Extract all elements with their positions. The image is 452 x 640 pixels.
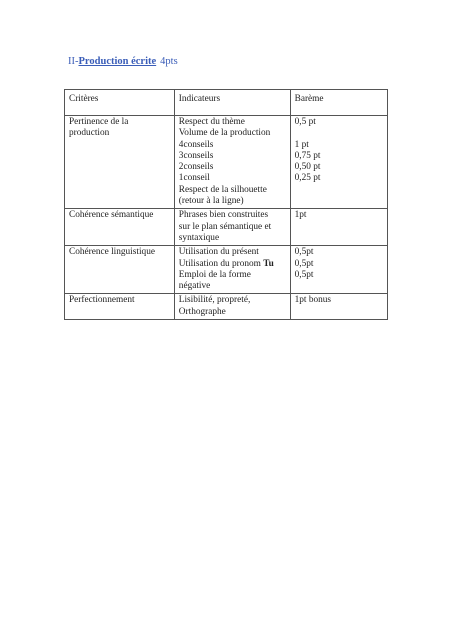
- table-row: [65, 246, 388, 294]
- indicateur-line: Orthographe: [178, 306, 226, 317]
- table-row: [65, 116, 388, 209]
- critere-line: production: [69, 128, 110, 139]
- critere-cell: [65, 246, 175, 294]
- bareme-line: 0,25 pt: [294, 173, 321, 184]
- indicateur-line: sur le plan sémantique et: [178, 221, 272, 232]
- header-bareme: Barème: [290, 90, 387, 116]
- critere-cell: [65, 294, 175, 320]
- bareme-line: 0,5 pt: [294, 117, 316, 127]
- indicateurs-cell: [174, 116, 290, 209]
- section-title: Production écrite: [78, 56, 157, 67]
- indicateur-bold-word: Tu: [263, 258, 274, 269]
- indicateur-line: Respect du thème: [178, 117, 245, 127]
- bareme-line: 0,50 pt: [294, 162, 321, 173]
- critere-line: Cohérence sémantique: [69, 210, 154, 221]
- indicateur-line: Respect de la silhouette: [178, 184, 267, 195]
- indicateur-line: [179, 259, 287, 270]
- indicateur-line: Utilisation du présent: [178, 247, 259, 258]
- header-indicateurs: Indicateurs: [174, 90, 290, 116]
- bareme-cell: [290, 294, 387, 320]
- bareme-cell: [290, 246, 387, 294]
- bareme-line: 1pt bonus: [294, 295, 332, 306]
- table-row: [65, 294, 388, 320]
- bareme-cell: [290, 116, 387, 209]
- table-row: [65, 209, 388, 246]
- section-heading: [68, 55, 178, 68]
- critere-cell: [65, 209, 175, 246]
- section-number: II-: [68, 56, 79, 67]
- table-header-row: [65, 90, 388, 116]
- indicateur-text: Utilisation du pronom: [178, 258, 264, 269]
- bareme-line: 0,75 pt: [294, 150, 321, 161]
- critere-line: Perfectionnement: [69, 295, 135, 306]
- indicateur-line: 4conseils: [178, 139, 214, 150]
- grading-table: [64, 89, 388, 320]
- bareme-line: 0,5pt: [294, 258, 314, 269]
- indicateur-line: (retour à la ligne): [178, 196, 244, 207]
- critere-line: Pertinence de la: [69, 117, 129, 127]
- indicateur-line: syntaxique: [178, 232, 220, 243]
- indicateurs-cell: [174, 246, 290, 294]
- bareme-line: 1 pt: [294, 139, 309, 150]
- indicateurs-cell: [174, 294, 290, 320]
- indicateur-line: 2conseils: [178, 162, 214, 173]
- indicateur-line: Lisibilité, propreté,: [178, 295, 251, 306]
- indicateurs-cell: [174, 209, 290, 246]
- section-points: 4pts: [160, 56, 178, 67]
- indicateur-line: Phrases bien construites: [178, 210, 269, 221]
- indicateur-line: Emploi de la forme: [178, 269, 251, 280]
- indicateur-line: 3conseils: [178, 150, 214, 161]
- indicateur-line: négative: [178, 281, 211, 292]
- critere-line: Cohérence linguistique: [69, 247, 155, 258]
- indicateur-line: Volume de la production: [178, 128, 271, 139]
- bareme-line: 0,5pt: [294, 269, 314, 280]
- bareme-line: 1pt: [294, 210, 307, 221]
- indicateur-line: 1conseil: [178, 173, 210, 184]
- header-criteres: Critères: [65, 90, 175, 116]
- bareme-cell: [290, 209, 387, 246]
- bareme-line: 0,5pt: [294, 247, 314, 258]
- critere-cell: [65, 116, 175, 209]
- bareme-spacer: [295, 128, 384, 139]
